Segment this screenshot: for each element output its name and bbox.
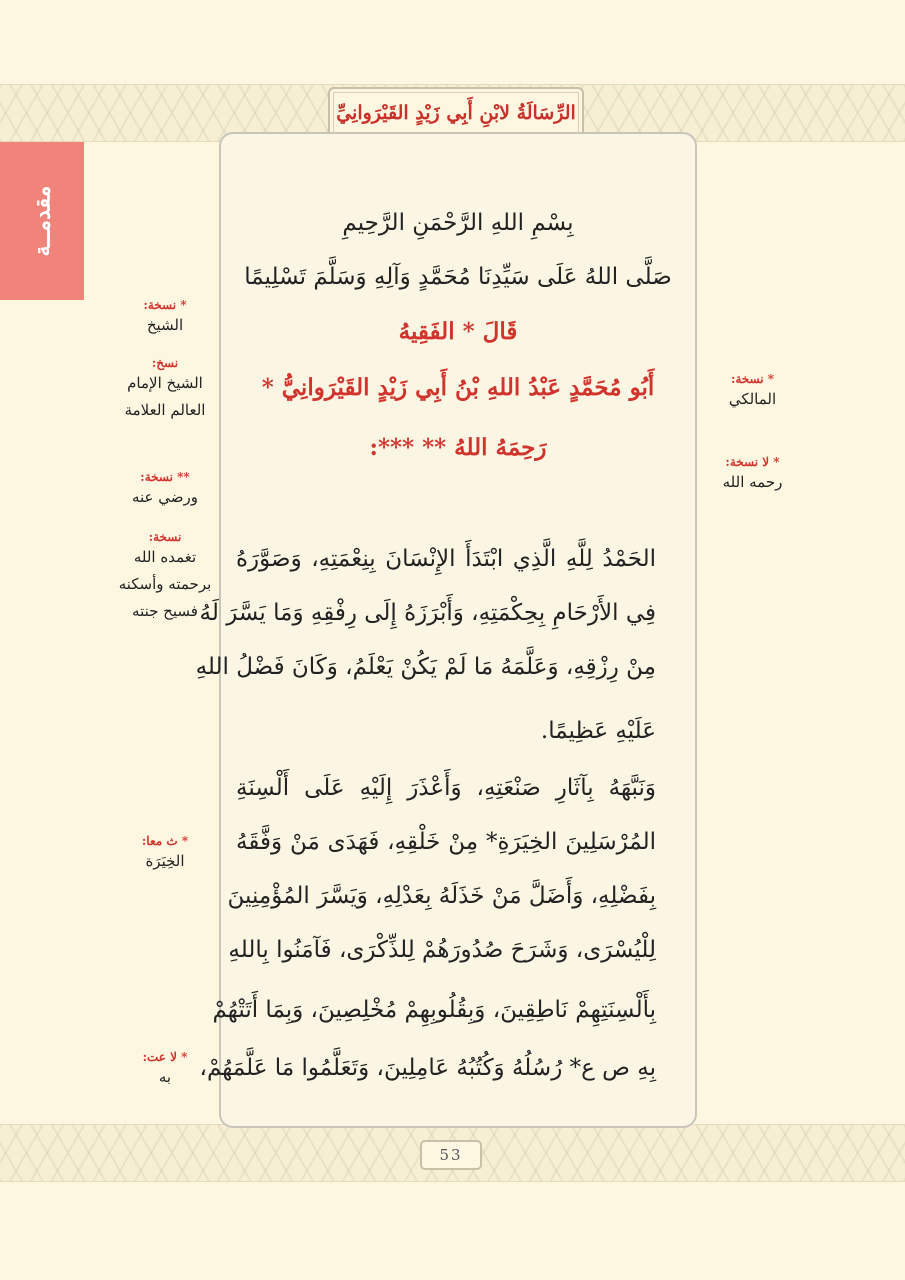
margin-note-text: الشيخ <box>146 316 184 334</box>
margin-note-text: فسيح جنته <box>132 602 198 620</box>
margin-note-text: تغمده الله <box>133 548 197 566</box>
margin-note-text: رحمه الله <box>722 473 783 491</box>
paragraph1-line-1: الحَمْدُ لِلَّهِ الَّذِي ابْتَدَأَ الإِنْسَانَ بِنِعْمَتِهِ، وَصَوَّرَهُ <box>236 546 656 572</box>
margin-note-text: برحمته وأسكنه <box>118 575 212 593</box>
margin-note-text: ورضي عنه <box>131 488 198 506</box>
margin-note-text: المالكي <box>728 390 777 408</box>
margin-note <box>110 298 220 339</box>
paragraph2-line-2: المُرْسَلِينَ الخِيَرَةِ* مِنْ خَلْقِهِ، فَهَدَى مَنْ وَفَّقَهُ <box>236 829 656 855</box>
margin-note-label: * لا عت: <box>142 1050 188 1064</box>
margin-note <box>110 1050 220 1091</box>
margin-note-label: * لا نسخة: <box>725 455 780 469</box>
margin-note-label: * نسخة: <box>143 298 187 312</box>
page-number-text: 53 <box>439 1146 463 1164</box>
margin-note <box>110 530 220 625</box>
margin-note <box>700 455 805 496</box>
book-title-text: الرِّسَالَةُ لابْنِ أَبِي زَيْدٍ القَيْرَوانِيِّ <box>336 102 576 124</box>
heading-line-1: قَالَ * الفَقِيهُ <box>398 318 518 345</box>
basmala-line: بِسْمِ اللهِ الرَّحْمَنِ الرَّحِيمِ <box>342 210 574 236</box>
margin-note <box>700 372 805 413</box>
margin-note <box>110 356 220 424</box>
margin-note-text: الشيخ الإمام <box>127 374 203 392</box>
margin-note <box>110 834 220 875</box>
margin-note-label: نسخ: <box>151 356 179 370</box>
section-tab <box>0 142 84 300</box>
salutation-line: صَلَّى اللهُ عَلَى سَيِّدِنَا مُحَمَّدٍ وَآلِهِ وَسَلَّمَ تَسْلِيمًا <box>244 264 672 290</box>
paragraph2-line-3: بِفَضْلِهِ، وَأَضَلَّ مَنْ خَذَلَهُ بِعَدْلِهِ، وَيَسَّرَ المُؤْمِنِينَ <box>227 883 656 909</box>
section-tab-label: مقدمــة <box>29 185 55 257</box>
margin-note-label: * ث معا: <box>141 834 189 848</box>
margin-note-label: ** نسخة: <box>140 470 190 484</box>
heading-line-2: أَبُو مُحَمَّدٍ عَبْدُ اللهِ بْنُ أَبِي زَيْدٍ القَيْرَوانِيُّ * <box>261 374 655 401</box>
heading-line-3: رَحِمَهُ اللهُ ** ***: <box>369 434 547 461</box>
margin-note-text: العالم العلامة <box>124 401 206 419</box>
paragraph2-line-6: بِهِ ص ع* رُسُلُهُ وَكُتُبُهُ عَامِلِينَ، وَتَعَلَّمُوا مَا عَلَّمَهُمْ، <box>199 1055 656 1081</box>
margin-note-text: الخِيَرَة <box>145 852 185 870</box>
page-number <box>420 1140 482 1170</box>
paragraph1-line-3: مِنْ رِزْقِهِ، وَعَلَّمَهُ مَا لَمْ يَكُنْ يَعْلَمُ، وَكَانَ فَضْلُ اللهِ <box>195 654 656 680</box>
margin-note-text: به <box>158 1068 172 1086</box>
paragraph1-line-2: فِي الأَرْحَامِ بِحِكْمَتِهِ، وَأَبْرَزَهُ إِلَى رِفْقِهِ وَمَا يَسَّرَ لَهُ <box>199 600 656 626</box>
margin-note-label: نسخة: <box>148 530 182 544</box>
paragraph2-line-4: لِلْيُسْرَى، وَشَرَحَ صُدُورَهُمْ لِلذِّكْرَى، فَآمَنُوا بِاللهِ <box>228 937 656 963</box>
margin-note <box>110 470 220 511</box>
paragraph1-line-4: عَلَيْهِ عَظِيمًا. <box>540 718 656 744</box>
margin-note-label: * نسخة: <box>730 372 775 386</box>
paragraph2-line-1: وَنَبَّهَهُ بِآثَارِ صَنْعَتِهِ، وَأَعْذَرَ إِلَيْهِ عَلَى أَلْسِنَةِ <box>236 775 656 801</box>
paragraph2-line-5: بِأَلْسِنَتِهِمْ نَاطِقِينَ، وَبِقُلُوبِهِمْ مُخْلِصِينَ، وَبِمَا أَتَتْهُمْ <box>212 997 656 1023</box>
